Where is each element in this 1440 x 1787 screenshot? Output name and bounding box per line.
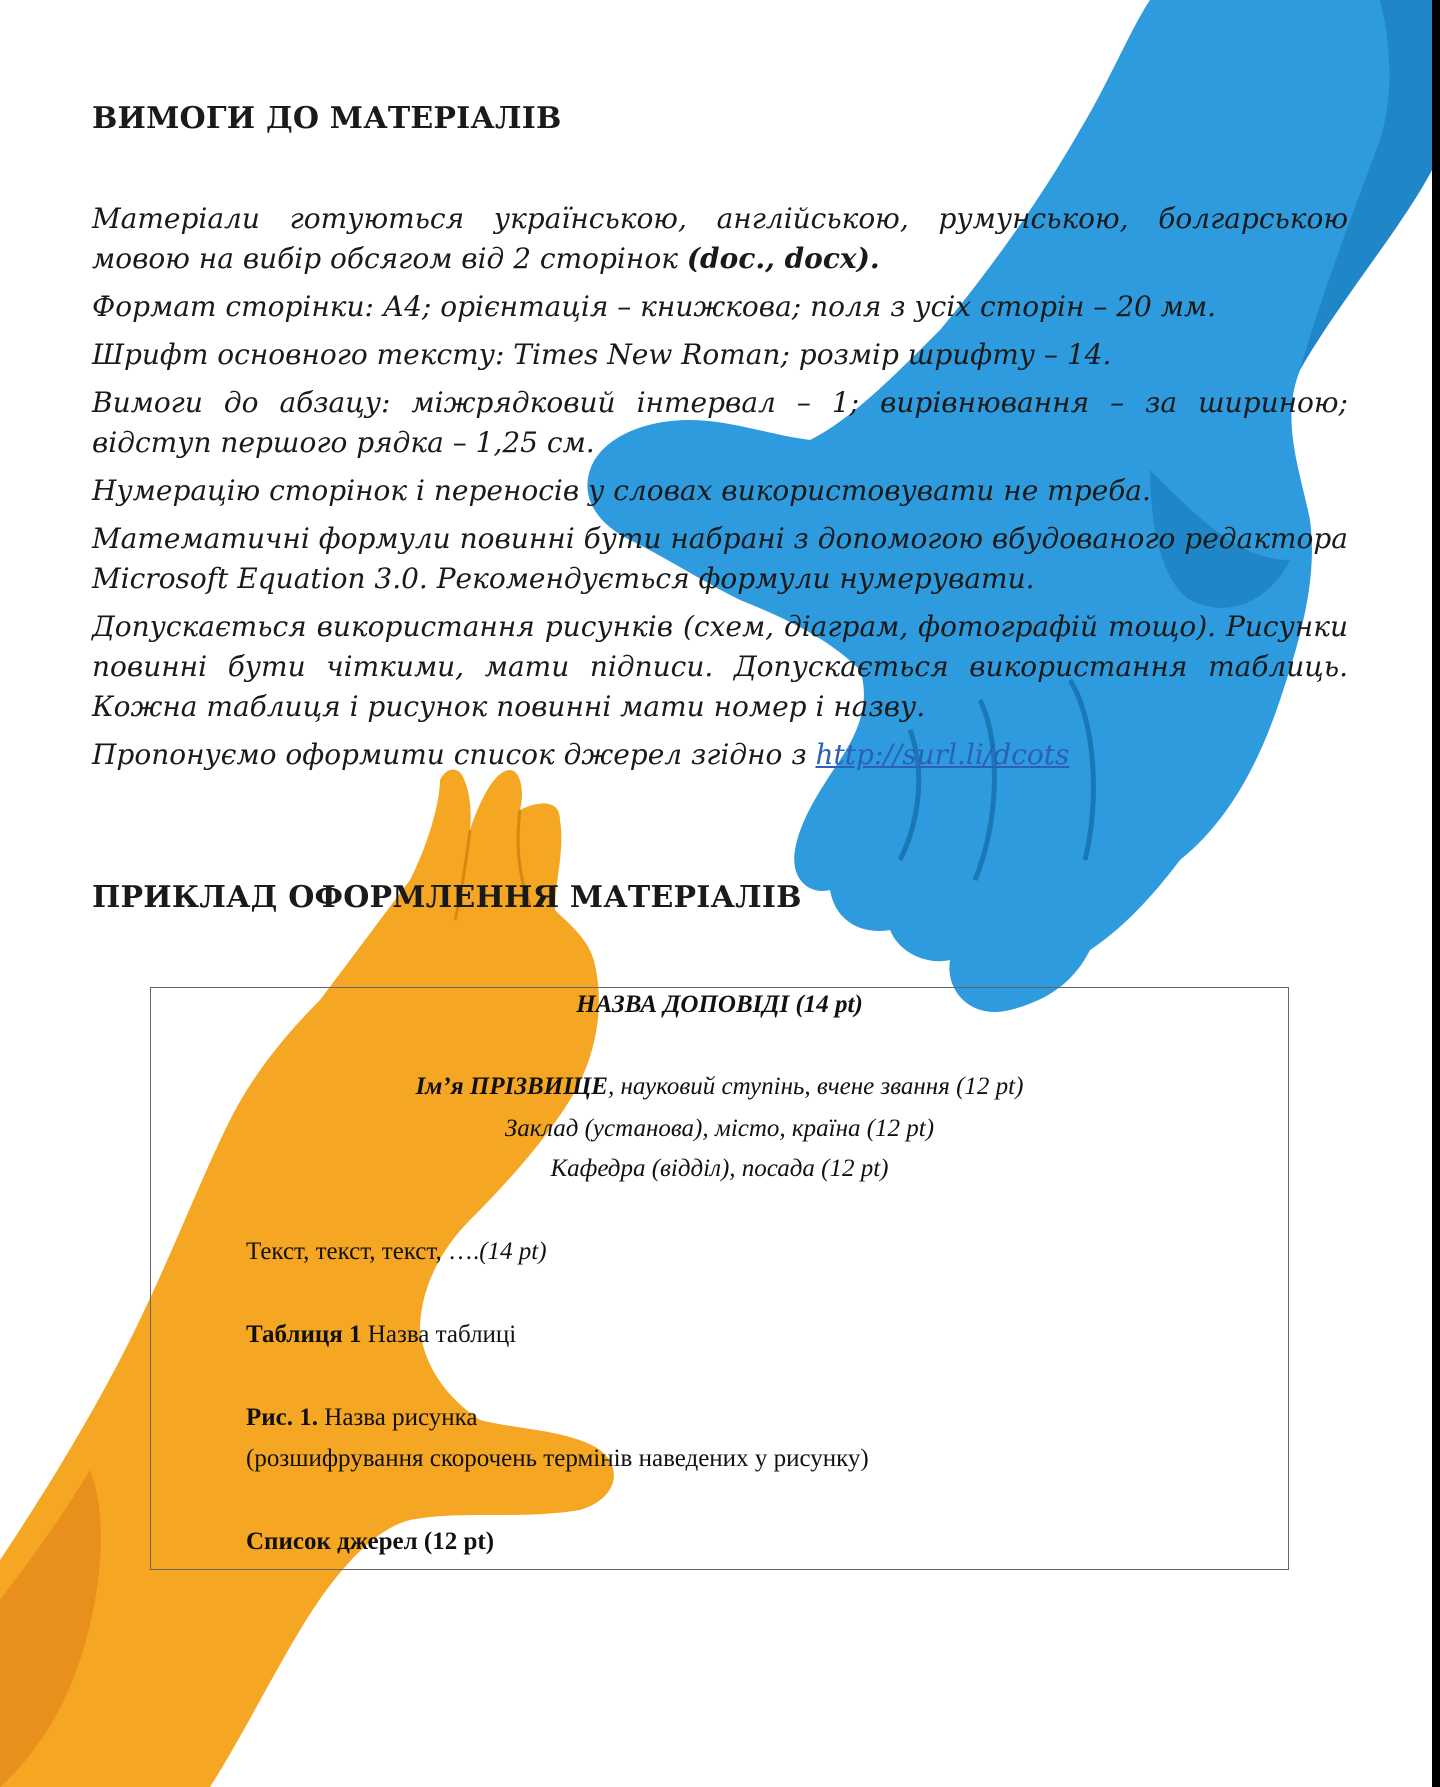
example-figure-label: Рис. 1. <box>246 1404 319 1431</box>
page-edge <box>1432 0 1440 1787</box>
file-format-text: (doc., docx). <box>686 242 880 275</box>
example-body-text: Текст, текст, текст, …. <box>246 1238 480 1265</box>
requirements-heading: ВИМОГИ ДО МАТЕРІАЛІВ <box>92 101 562 136</box>
example-institution: Заклад (установа), місто, країна (12 pt) <box>504 1115 935 1142</box>
example-author-details: , науковий ступінь, вчене звання (12 pt) <box>607 1073 1024 1100</box>
example-table-caption <box>246 1321 516 1349</box>
example-table-name: Назва таблиці <box>361 1321 517 1348</box>
requirements-paragraph-figures: Допускається використання рисунків (схем, діаграм, фотографій тощо). Рисунки повинні бути чіткими, мати підписи. Допускається використання таблиць. Кожна таблиця і рисунок повинні мати номер і назву. <box>92 610 1348 723</box>
example-figure-caption <box>246 1404 478 1432</box>
requirements-paragraph-spacing: Вимоги до абзацу: міжрядковий інтервал – 1; вирівнювання – за шириною; відступ першого рядка – 1,25 см. <box>92 386 1348 459</box>
requirements-paragraph-language <box>92 199 1348 279</box>
requirements-paragraph-sources <box>92 735 1348 775</box>
example-title: НАЗВА ДОПОВІДІ (14 pt) <box>576 991 863 1018</box>
example-body-size: (14 pt) <box>479 1238 547 1265</box>
requirements-paragraph-font: Шрифт основного тексту: Times New Roman; розмір шрифту – 14. <box>92 338 1112 371</box>
example-department: Кафедра (відділ), посада (12 pt) <box>550 1155 889 1182</box>
example-author <box>150 1073 1289 1101</box>
example-figure-name: Назва рисунка <box>318 1404 478 1431</box>
example-author-name: Ім’я ПРІЗВИЩЕ <box>415 1073 608 1100</box>
sources-text: Пропонуємо оформити список джерел згідно з <box>92 738 816 771</box>
language-text: Матеріали готуються українською, англійською, румунською, болгарською мовою на вибір обсягом від 2 сторінок <box>92 202 1348 275</box>
requirements-paragraph-format: Формат сторінки: А4; орієнтація – книжкова; поля з усіх сторін – 20 мм. <box>92 290 1217 323</box>
requirements-paragraph-numbering: Нумерацію сторінок і переносів у словах використовувати не треба. <box>92 474 1151 507</box>
example-body <box>246 1238 547 1266</box>
example-sources: Список джерел (12 pt) <box>246 1528 495 1555</box>
sources-link[interactable]: http://surl.li/dcots <box>815 738 1070 771</box>
example-table-label: Таблиця 1 <box>246 1321 362 1348</box>
requirements-paragraph-formulas: Математичні формули повинні бути набрані з допомогою вбудованого редактора Microsoft Equation 3.0. Рекомендується формули нумерувати. <box>92 522 1348 595</box>
example-figure-note: (розшифрування скорочень термінів наведених у рисунку) <box>246 1445 869 1472</box>
example-heading: ПРИКЛАД ОФОРМЛЕННЯ МАТЕРІАЛІВ <box>92 880 802 915</box>
